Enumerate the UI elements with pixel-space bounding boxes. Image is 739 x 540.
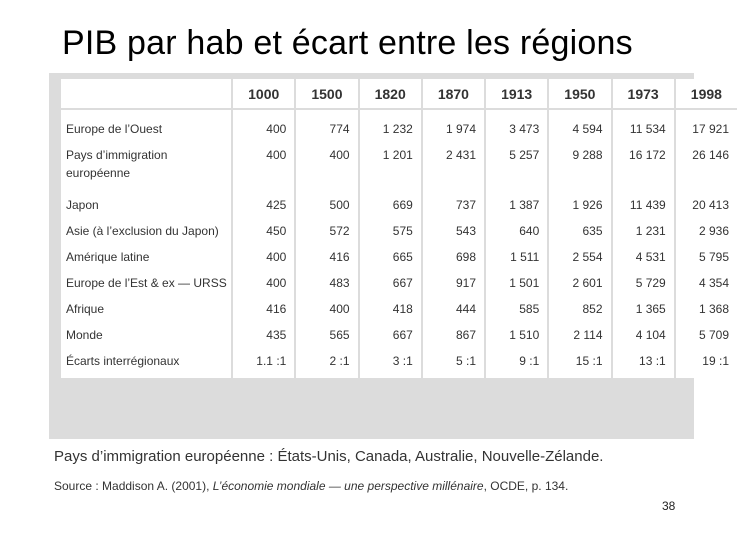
value-cell: 2 554 [549,240,610,266]
value-cell: 4 594 [549,110,610,138]
region-cell: Écarts interrégionaux [61,344,231,378]
value-cell: 565 [296,318,357,344]
value-cell: 500 [296,188,357,214]
header-cell-year: 1950 [549,79,610,110]
value-cell: 9 :1 [486,344,547,378]
value-cell: 1 511 [486,240,547,266]
value-cell: 3 473 [486,110,547,138]
value-cell: 2 :1 [296,344,357,378]
value-cell: 5 709 [676,318,737,344]
value-cell: 1 201 [360,138,421,188]
value-cell: 1 387 [486,188,547,214]
value-cell: 698 [423,240,484,266]
value-cell: 20 413 [676,188,737,214]
value-cell: 640 [486,214,547,240]
source-work-title: L’économie mondiale — une perspective millénaire [212,479,484,493]
source-citation [54,479,568,493]
header-cell-year: 1500 [296,79,357,110]
table-row [61,110,737,138]
value-cell: 13 :1 [613,344,674,378]
table-row [61,318,737,344]
value-cell: 5 :1 [423,344,484,378]
value-cell: 1 365 [613,292,674,318]
value-cell: 19 :1 [676,344,737,378]
page-number: 38 [662,499,676,513]
source-prefix: Source : Maddison A. (2001), [54,479,213,493]
value-cell: 1 232 [360,110,421,138]
table-header [61,79,737,110]
value-cell: 1 926 [549,188,610,214]
value-cell: 26 146 [676,138,737,188]
header-cell-year: 1870 [423,79,484,110]
table-row [61,138,737,188]
value-cell: 2 601 [549,266,610,292]
value-cell: 450 [233,214,294,240]
region-cell: Amérique latine [61,240,231,266]
value-cell: 17 921 [676,110,737,138]
value-cell: 5 257 [486,138,547,188]
value-cell: 867 [423,318,484,344]
value-cell: 5 729 [613,266,674,292]
value-cell: 15 :1 [549,344,610,378]
value-cell: 400 [296,292,357,318]
value-cell: 774 [296,110,357,138]
slide-title: PIB par hab et écart entre les régions [62,24,633,62]
value-cell: 1 231 [613,214,674,240]
value-cell: 1 368 [676,292,737,318]
region-cell: Europe de l’Ouest [61,110,231,138]
value-cell: 669 [360,188,421,214]
value-cell: 2 431 [423,138,484,188]
gdp-per-capita-table [59,79,739,378]
region-cell: Monde [61,318,231,344]
value-cell: 1.1 :1 [233,344,294,378]
value-cell: 665 [360,240,421,266]
value-cell: 4 531 [613,240,674,266]
value-cell: 5 795 [676,240,737,266]
value-cell: 852 [549,292,610,318]
value-cell: 585 [486,292,547,318]
header-row [61,79,737,110]
table-panel [49,73,729,439]
value-cell: 667 [360,318,421,344]
value-cell: 575 [360,214,421,240]
region-cell: Japon [61,188,231,214]
value-cell: 2 936 [676,214,737,240]
value-cell: 737 [423,188,484,214]
header-cell-year: 1973 [613,79,674,110]
header-cell-year: 1820 [360,79,421,110]
value-cell: 425 [233,188,294,214]
value-cell: 9 288 [549,138,610,188]
value-cell: 4 104 [613,318,674,344]
value-cell: 2 114 [549,318,610,344]
value-cell: 400 [296,138,357,188]
value-cell: 1 501 [486,266,547,292]
table-row [61,188,737,214]
value-cell: 400 [233,266,294,292]
value-cell: 400 [233,240,294,266]
value-cell: 16 172 [613,138,674,188]
header-cell-year: 1998 [676,79,737,110]
value-cell: 4 354 [676,266,737,292]
value-cell: 11 534 [613,110,674,138]
value-cell: 635 [549,214,610,240]
region-cell: Afrique [61,292,231,318]
value-cell: 416 [233,292,294,318]
value-cell: 11 439 [613,188,674,214]
table-row [61,344,737,378]
value-cell: 917 [423,266,484,292]
value-cell: 400 [233,138,294,188]
value-cell: 543 [423,214,484,240]
region-cell: Asie (à l’exclusion du Japon) [61,214,231,240]
header-cell-year: 1913 [486,79,547,110]
header-cell-year: 1000 [233,79,294,110]
table-row [61,214,737,240]
value-cell: 435 [233,318,294,344]
value-cell: 416 [296,240,357,266]
value-cell: 3 :1 [360,344,421,378]
region-cell: Europe de l’Est & ex — URSS [61,266,231,292]
value-cell: 483 [296,266,357,292]
value-cell: 400 [233,110,294,138]
value-cell: 667 [360,266,421,292]
table-row [61,266,737,292]
region-cell: Pays d’immigration européenne [61,138,231,188]
value-cell: 418 [360,292,421,318]
value-cell: 444 [423,292,484,318]
table-row [61,292,737,318]
value-cell: 1 510 [486,318,547,344]
value-cell: 572 [296,214,357,240]
table-body [61,110,737,378]
value-cell: 1 974 [423,110,484,138]
source-suffix: , OCDE, p. 134. [483,479,569,493]
footnote: Pays d’immigration européenne : États-Unis, Canada, Australie, Nouvelle-Zélande. [54,448,604,465]
table-row [61,240,737,266]
header-cell-region [61,79,231,110]
